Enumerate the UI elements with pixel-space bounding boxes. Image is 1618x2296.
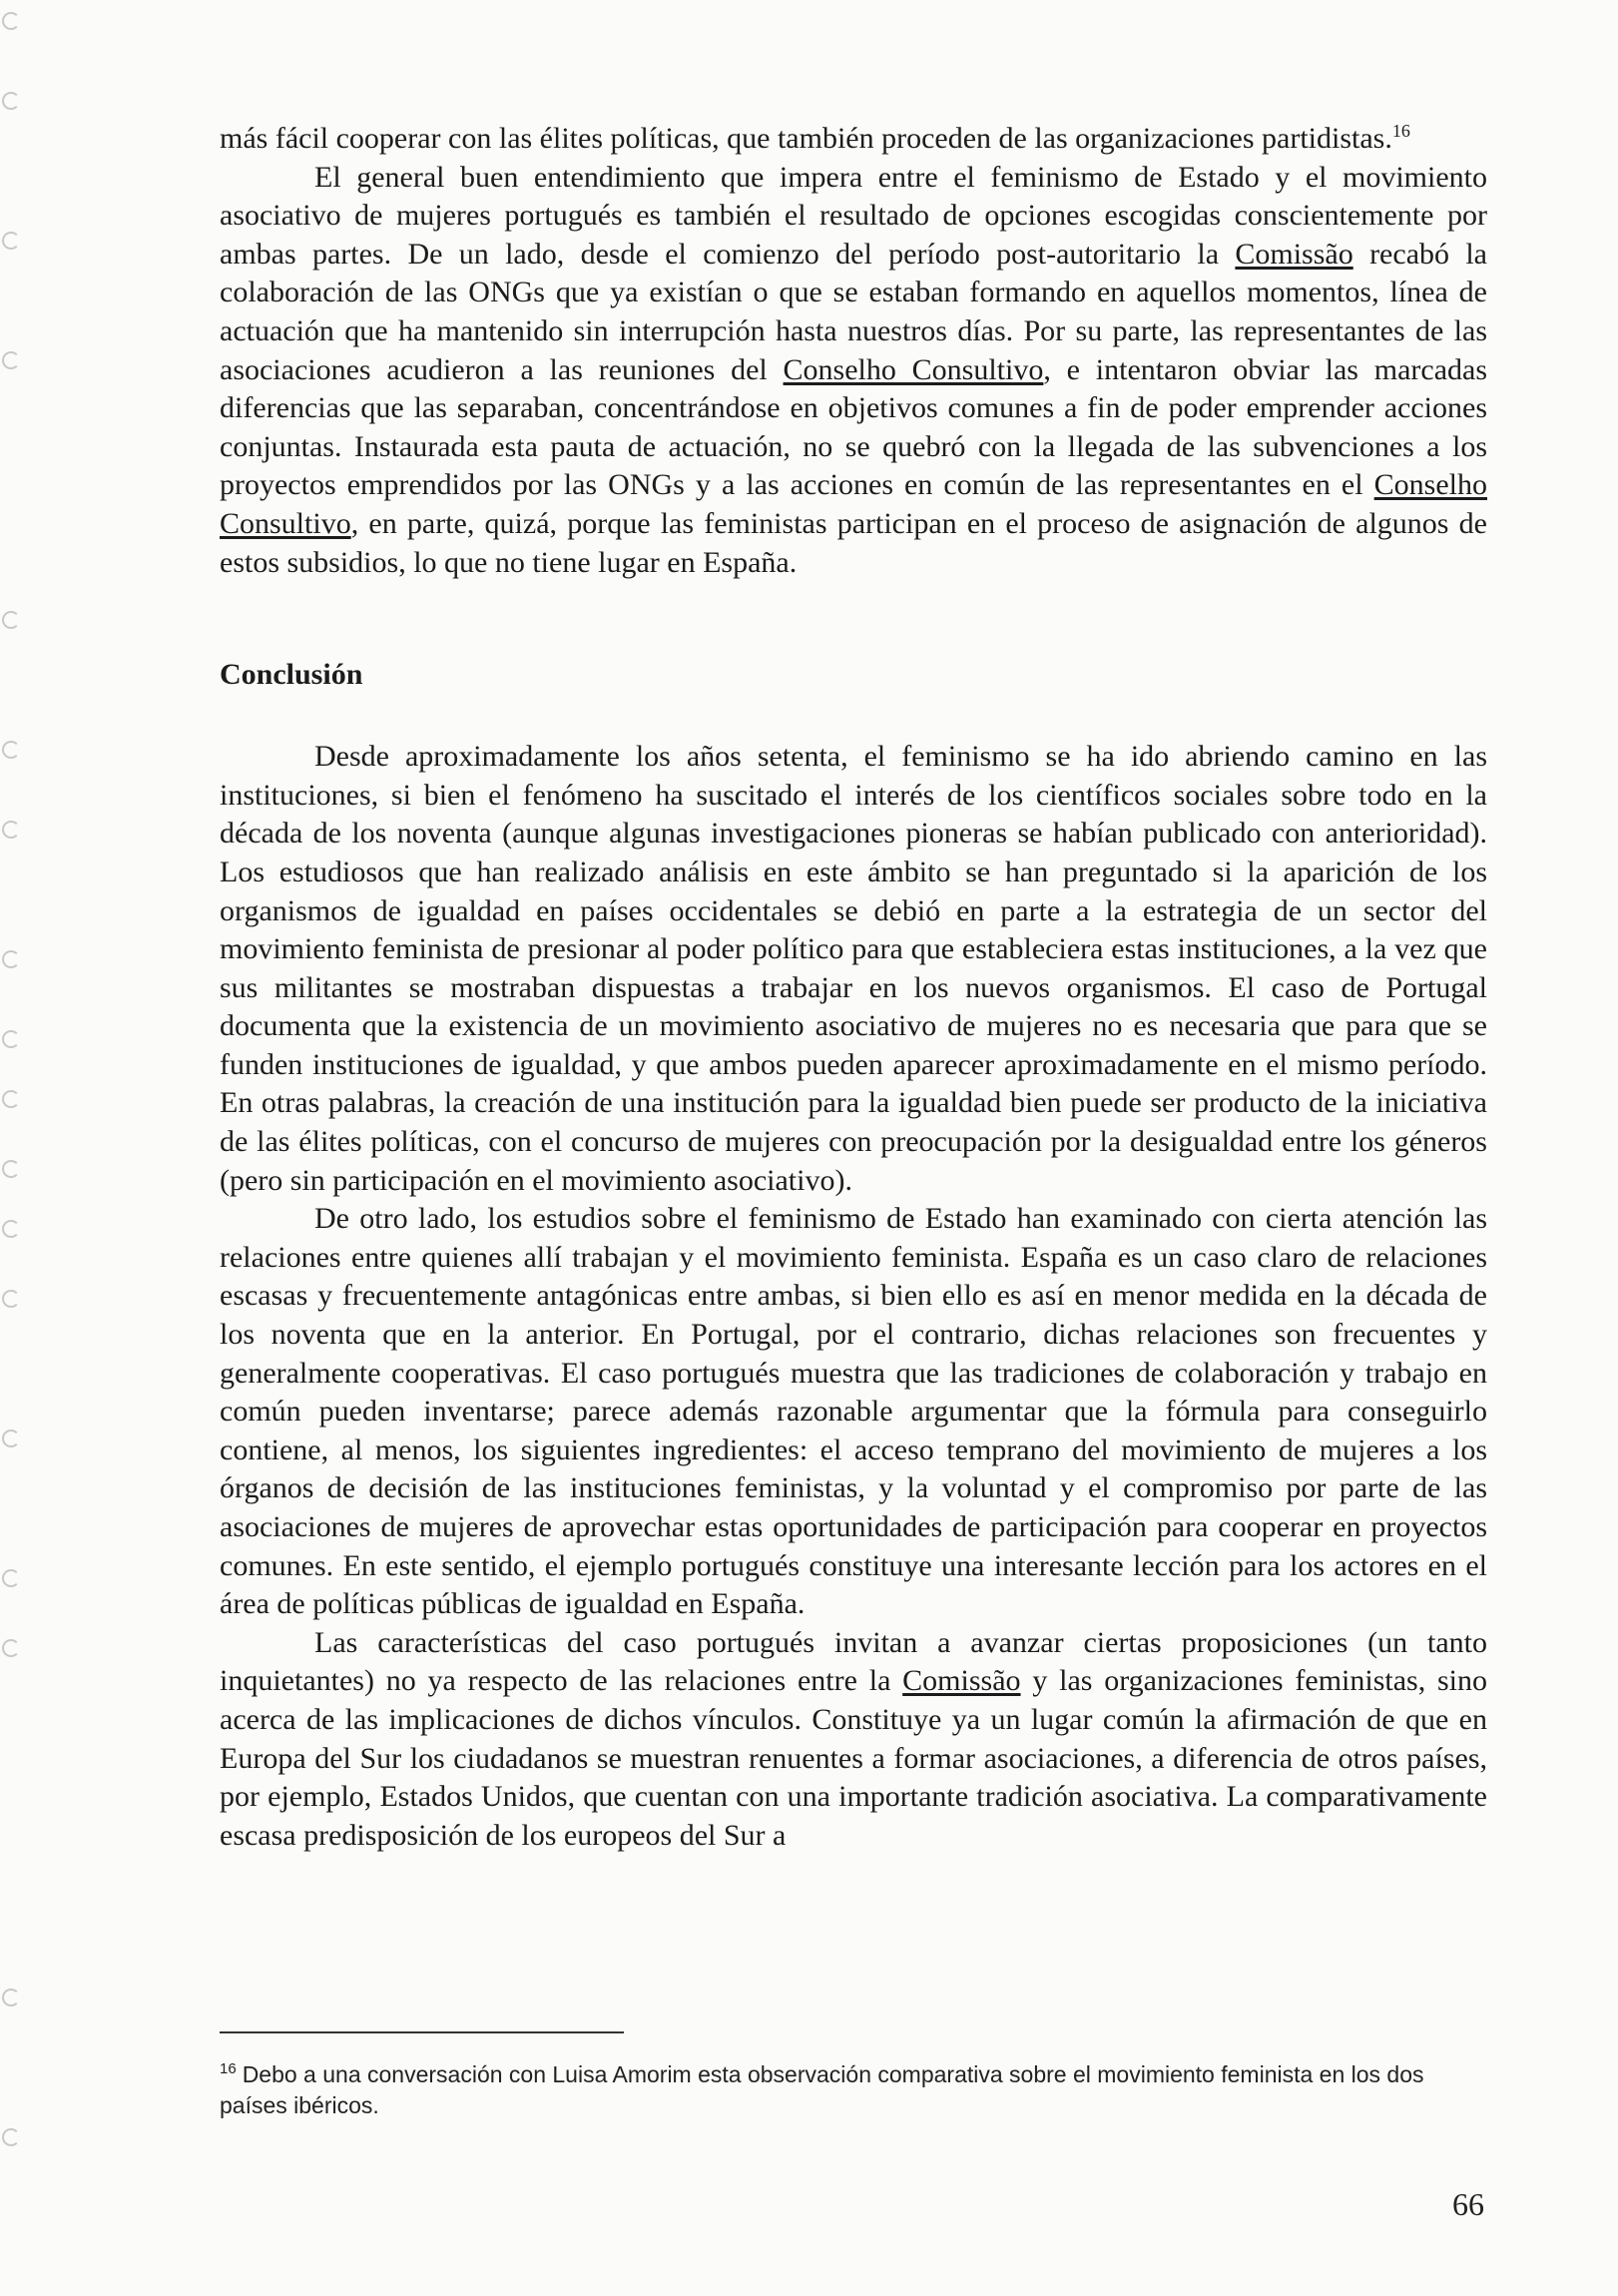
page-body xyxy=(220,120,1487,1855)
page-number: 66 xyxy=(1452,2186,1484,2222)
footnote-text: Debo a una conversación con Luisa Amorim esta observación comparativa sobre el movimiento feminista en los dos países ibéricos. xyxy=(220,2061,1424,2118)
underlined-term: Comissão xyxy=(902,1664,1021,1698)
paragraph-2-part: El general buen entendimiento que impera entre el feminismo de Estado y el movimiento asociativo de mujeres portugués es también el resultado de opciones escogidas conscientemente por ambas partes. De un lado, desde el comienzo del período post-autoritario la xyxy=(220,160,1487,271)
paragraph-5-part: y las organizaciones feministas, sino acerca de las implicaciones de dichos vínculos. Constituye ya un lugar común la afirmación de que en Europa del Sur los ciudadanos se muestran renuentes a formar asociaciones, a diferencia de otros países, por ejemplo, Estados Unidos, que cuentan con una importante tradición asociativa. La comparativamente escasa predisposición de los europeos del Sur a xyxy=(220,1664,1487,1852)
underlined-term: Conselho Consultivo xyxy=(783,352,1044,386)
paragraph-2-part: , e intentaron obviar las marcadas diferencias que las separaban, concentrándose en objetivos comunes a fin de poder emprender acciones conjuntas. Instaurada esta pauta de actuación, no se quebró con la llegada de las subvenciones a los proyectos emprendidos por las ONGs y a las acciones en común de las representantes en el xyxy=(220,352,1488,502)
footnote-number: 16 xyxy=(220,2060,237,2078)
underlined-term: Conselho Consultivo xyxy=(220,468,1487,540)
paragraph-3: Desde aproximadamente los años setenta, el feminismo se ha ido abriendo camino en las instituciones, si bien el fenómeno ha suscitado el interés de los científicos sociales sobre todo en la década de los noventa (aunque algunas investigaciones pioneras se habían publicado con anterioridad). Los estudiosos que han realizado análisis en este ámbito se han preguntado si la aparición de los organismos de igualdad en países occidentales se debió en parte a la estrategia de un sector del movimiento feminista de presionar al poder político para que estableciera estas instituciones, a la vez que sus militantes se mostraban dispuestas a trabajar en los nuevos organismos. El caso de Portugal documenta que la existencia de un movimiento asociativo de mujeres no es necesaria que para que se funden instituciones de igualdad, y que ambos pueden aparecer aproximadamente en el mismo período. En otras palabras, la creación de una institución para la igualdad bien puede ser producto de la iniciativa de las élites políticas, con el concurso de mujeres con preocupación por la desigualdad entre los géneros (pero sin participación en el movimiento asociativo). xyxy=(220,740,1487,1197)
paragraph-2-part: recabó la colaboración de las ONGs que ya existían o que se estaban formando en aquellos momentos, línea de actuación que ha mantenido sin interrupción hasta nuestros días. Por su parte, las representantes de las asociaciones acudieron a las reuniones del xyxy=(220,237,1487,386)
paragraph-2-part: , en parte, quizá, porque las feministas participan en el proceso de asignación de algunos de estos subsidios, lo que no tiene lugar en España. xyxy=(220,506,1487,579)
footnote-reference: 16 xyxy=(1391,121,1410,141)
paragraph-5-part: Las características del caso portugués invitan a avanzar ciertas proposiciones (un tanto inquietantes) no ya respecto de las relaciones entre la xyxy=(220,1625,1487,1698)
underlined-term: Comissão xyxy=(1235,237,1353,271)
paragraph-5 xyxy=(220,1624,1487,1856)
footnote xyxy=(220,2059,1487,2121)
footnote-separator xyxy=(220,2031,624,2033)
section-heading: Conclusión xyxy=(220,658,363,692)
paragraph-1 xyxy=(220,120,1487,159)
spiral-binding xyxy=(0,0,40,2296)
paragraph-2 xyxy=(220,159,1487,583)
paragraph-4: De otro lado, los estudios sobre el feminismo de Estado han examinado con cierta atención las relaciones entre quienes allí trabajan y el movimiento feminista. España es un caso claro de relaciones escasas y frecuentemente antagónicas entre ambas, si bien ello es así en menor medida en la década de los noventa que en la anterior. En Portugal, por el contrario, dichas relaciones son frecuentes y generalmente cooperativas. El caso portugués muestra que las tradiciones de colaboración y trabajo en común pueden inventarse; parece además razonable argumentar que la fórmula para conseguirlo contiene, al menos, los siguientes ingredientes: el acceso temprano del movimiento de mujeres a los órganos de decisión de las instituciones feministas, y la voluntad y el compromiso por parte de las asociaciones de mujeres de aprovechar estas oportunidades de participación para cooperar en proyectos comunes. En este sentido, el ejemplo portugués constituye una interesante lección para los actores en el área de políticas públicas de igualdad en España. xyxy=(220,1202,1487,1621)
paragraph-1-text: más fácil cooperar con las élites políticas, que también proceden de las organizaciones partidistas. xyxy=(220,122,1392,155)
